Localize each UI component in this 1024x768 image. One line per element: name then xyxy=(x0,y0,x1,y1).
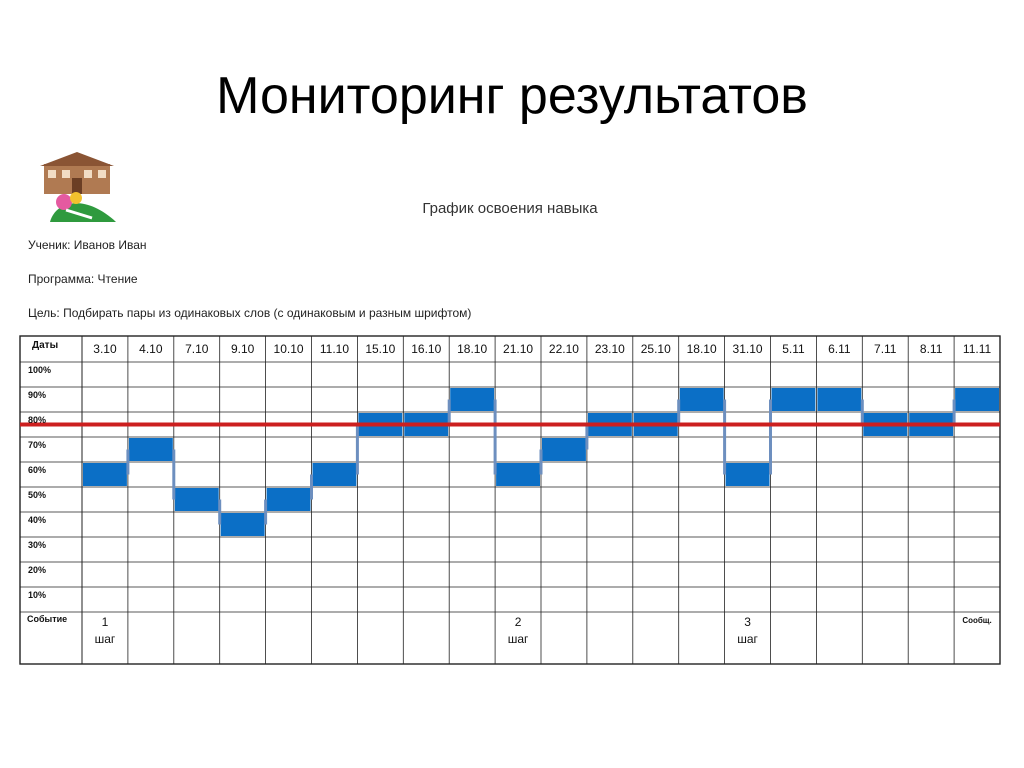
level-tick-label: 100% xyxy=(28,365,52,375)
level-tick-label: 30% xyxy=(28,540,47,550)
value-cell xyxy=(680,388,724,411)
value-cell xyxy=(496,463,540,486)
level-tick-label: 60% xyxy=(28,465,47,475)
date-tick-label: 6.11 xyxy=(828,342,851,356)
value-cell xyxy=(221,513,265,536)
corner-label: Даты xyxy=(32,340,59,351)
date-tick-label: 23.10 xyxy=(594,342,625,356)
event-number: 1 xyxy=(101,615,109,629)
level-tick-label: 70% xyxy=(28,440,47,450)
event-label: шаг xyxy=(507,632,529,646)
date-tick-label: 22.10 xyxy=(548,342,579,356)
event-row-label: Событие xyxy=(27,614,68,624)
value-cell xyxy=(772,388,816,411)
date-tick-label: 16.10 xyxy=(411,342,442,356)
date-tick-label: 25.10 xyxy=(640,342,671,356)
level-tick-label: 80% xyxy=(28,415,47,425)
event-number: 2 xyxy=(514,615,522,629)
date-tick-label: 5.11 xyxy=(782,342,805,356)
event-number: 3 xyxy=(744,615,751,629)
student-label: Ученик: Иванов Иван xyxy=(28,238,147,252)
date-tick-label: 7.11 xyxy=(874,342,897,356)
date-tick-label: 10.10 xyxy=(273,342,304,356)
program-label: Программа: Чтение xyxy=(28,272,138,286)
date-tick-label: 18.10 xyxy=(457,342,488,356)
date-tick-label: 15.10 xyxy=(365,342,396,356)
value-cell xyxy=(83,463,127,486)
value-cell xyxy=(542,438,586,461)
value-cell xyxy=(726,463,770,486)
date-tick-label: 8.11 xyxy=(919,342,943,356)
value-cell xyxy=(267,488,311,511)
event-label: шаг xyxy=(94,632,116,646)
value-cell xyxy=(817,388,861,411)
value-cell xyxy=(129,438,173,461)
level-tick-label: 50% xyxy=(28,490,47,500)
chart-title: График освоения навыка xyxy=(422,200,598,217)
date-tick-label: 11.11 xyxy=(962,342,992,356)
date-tick-label: 11.10 xyxy=(319,342,350,356)
level-tick-label: 90% xyxy=(28,390,47,400)
date-tick-label: 31.10 xyxy=(732,342,763,356)
event-label: Сообщ. xyxy=(962,616,992,625)
level-tick-label: 20% xyxy=(28,565,47,575)
goal-label: Цель: Подбирать пары из одинаковых слов (с одинаковым и разным шрифтом) xyxy=(28,306,472,320)
date-tick-label: 21.10 xyxy=(503,342,534,356)
date-tick-label: 7.10 xyxy=(185,342,209,356)
level-tick-label: 40% xyxy=(28,515,47,525)
value-cell xyxy=(313,463,357,486)
event-label: шаг xyxy=(737,632,758,646)
date-tick-label: 3.10 xyxy=(93,342,117,356)
level-tick-label: 10% xyxy=(28,590,47,600)
date-tick-label: 9.10 xyxy=(230,342,255,356)
value-cell xyxy=(175,488,219,511)
table-border xyxy=(20,336,1000,664)
date-tick-label: 4.10 xyxy=(139,342,163,356)
value-cell xyxy=(955,388,999,411)
value-cell xyxy=(450,388,494,411)
date-tick-label: 18.10 xyxy=(686,342,717,356)
slide-title: Мониторинг результатов xyxy=(216,67,808,125)
